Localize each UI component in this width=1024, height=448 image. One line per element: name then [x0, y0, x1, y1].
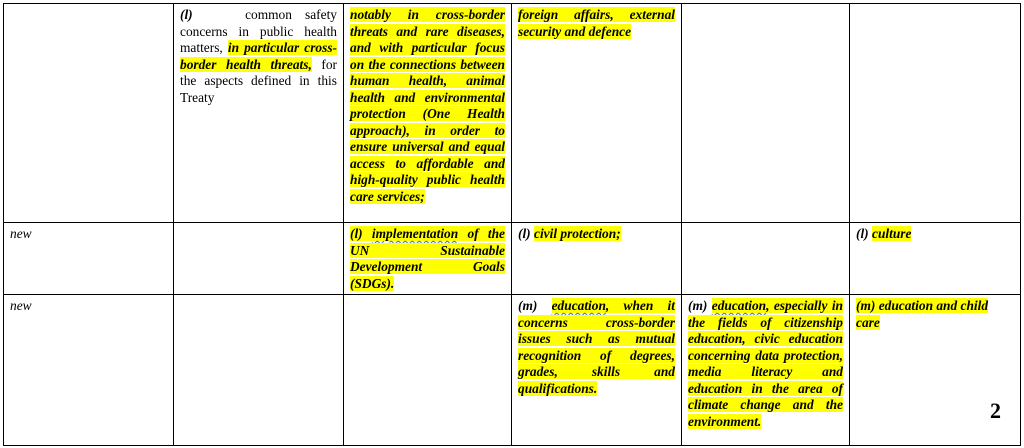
item-letter: (l) [180, 7, 193, 22]
highlighted-text: education and child care [856, 298, 989, 330]
item-keyword: education [551, 298, 606, 313]
cell-r3-c5 [682, 295, 850, 446]
item-letter: (l) [518, 226, 531, 241]
highlighted-text: , especially in the fields of citizenship education, civic education concerning data protection, media literacy and education in the area of climate change and the environment. [688, 298, 843, 429]
cell-r2-c3 [344, 223, 512, 295]
cell-r1-c1 [4, 4, 174, 223]
cell-text: common safety concerns in public health matters, [180, 7, 337, 55]
item-letter: (m) [856, 298, 876, 313]
cell-text: for the aspects defined in this Treaty [180, 56, 337, 105]
table-row [4, 223, 1021, 295]
highlighted-text: in particular cross-border health threats, [180, 40, 337, 72]
cell-r3-c1: new [4, 295, 174, 446]
cell-r1-c3 [344, 4, 512, 223]
cell-r2-c4 [512, 223, 682, 295]
cell-r3-c2 [174, 295, 344, 446]
item-keyword: education [711, 298, 767, 313]
cell-r1-c6 [850, 4, 1021, 223]
cell-r2-c1: new [4, 223, 174, 295]
highlighted-text: , when it concerns cross-border issues such as mutual recognition of degrees, grades, skills and qualifications. [518, 298, 675, 396]
item-letter: (m) [688, 298, 708, 313]
highlighted-text: notably in cross-border threats and rare diseases, and with particular focus on the connections between human health, animal health and environmental protection (One Health approach), in order to ensure universal and equal access to affordable and high-quality public health care services; [350, 7, 505, 204]
comparison-table [3, 3, 1021, 446]
item-keyword: implementation [371, 226, 459, 241]
item-letter: (l) [350, 226, 363, 241]
table-row [4, 295, 1021, 446]
cell-r1-c2 [174, 4, 344, 223]
cell-r1-c4 [512, 4, 682, 223]
table-row [4, 4, 1021, 223]
page-number: 2 [990, 398, 1001, 423]
highlighted-text: culture [872, 226, 912, 241]
cell-r3-c4 [512, 295, 682, 446]
highlighted-text: foreign affairs, external security and defence [518, 7, 675, 39]
item-letter: (m) [518, 298, 538, 313]
highlighted-text: civil protection; [534, 226, 621, 241]
cell-r2-c6 [850, 223, 1021, 295]
cell-r2-c5 [682, 223, 850, 295]
cell-r1-c5 [682, 4, 850, 223]
item-letter: (l) [856, 226, 869, 241]
highlighted-text: of the UN Sustainable Development Goals (SDGs). [350, 226, 505, 291]
cell-r3-c3 [344, 295, 512, 446]
cell-r2-c2 [174, 223, 344, 295]
